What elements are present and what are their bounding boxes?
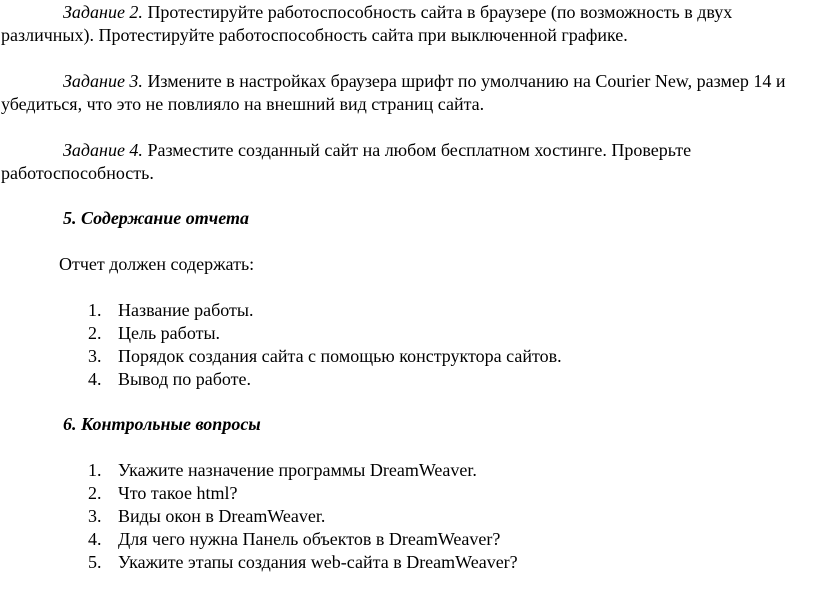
task-4-paragraph bbox=[1, 139, 811, 185]
list-item-number: 4. bbox=[88, 369, 102, 389]
task-4-text: Разместите созданный сайт на любом бесплатном хостинге. Проверьте работоспособность. bbox=[1, 140, 692, 183]
list-item-number: 2. bbox=[88, 483, 102, 503]
list-item-number: 1. bbox=[88, 460, 102, 480]
list-item-text: Что такое html? bbox=[118, 483, 238, 503]
task-4-label: Задание 4. bbox=[63, 140, 143, 160]
list-item-text: Порядок создания сайта с помощью конструктора сайтов. bbox=[118, 346, 562, 366]
list-item-text: Вывод по работе. bbox=[118, 369, 252, 389]
list-item-number: 1. bbox=[88, 300, 102, 320]
list-item-text: Укажите этапы создания web-сайта в DreamWeaver? bbox=[118, 552, 518, 572]
task-2-paragraph bbox=[1, 1, 811, 47]
task-3-paragraph bbox=[1, 70, 811, 116]
list-item-number: 5. bbox=[88, 552, 102, 572]
task-3-text: Измените в настройках браузера шрифт по умолчанию на Courier New, размер 14 и убедиться, что это не повлияло на внешний вид страниц сайта. bbox=[1, 71, 786, 114]
list-item-text: Виды окон в DreamWeaver. bbox=[118, 506, 326, 526]
report-heading: 5. Содержание отчета bbox=[63, 208, 249, 228]
list-item-number: 4. bbox=[88, 529, 102, 549]
task-2-text: Протестируйте работоспособность сайта в браузере (по возможность в двух различных). Протестируйте работоспособность сайта при выключенной графике. bbox=[1, 2, 733, 45]
report-intro: Отчет должен содержать: bbox=[59, 254, 255, 274]
list-item-number: 3. bbox=[88, 346, 102, 366]
list-item-text: Название работы. bbox=[118, 300, 254, 320]
questions-heading: 6. Контрольные вопросы bbox=[63, 414, 261, 434]
list-item-text: Для чего нужна Панель объектов в DreamWeaver? bbox=[118, 529, 501, 549]
task-2-label: Задание 2. bbox=[63, 2, 143, 22]
list-item-text: Цель работы. bbox=[118, 323, 221, 343]
list-item-number: 2. bbox=[88, 323, 102, 343]
task-3-label: Задание 3. bbox=[63, 71, 143, 91]
list-item-number: 3. bbox=[88, 506, 102, 526]
list-item-text: Укажите назначение программы DreamWeaver. bbox=[118, 460, 477, 480]
